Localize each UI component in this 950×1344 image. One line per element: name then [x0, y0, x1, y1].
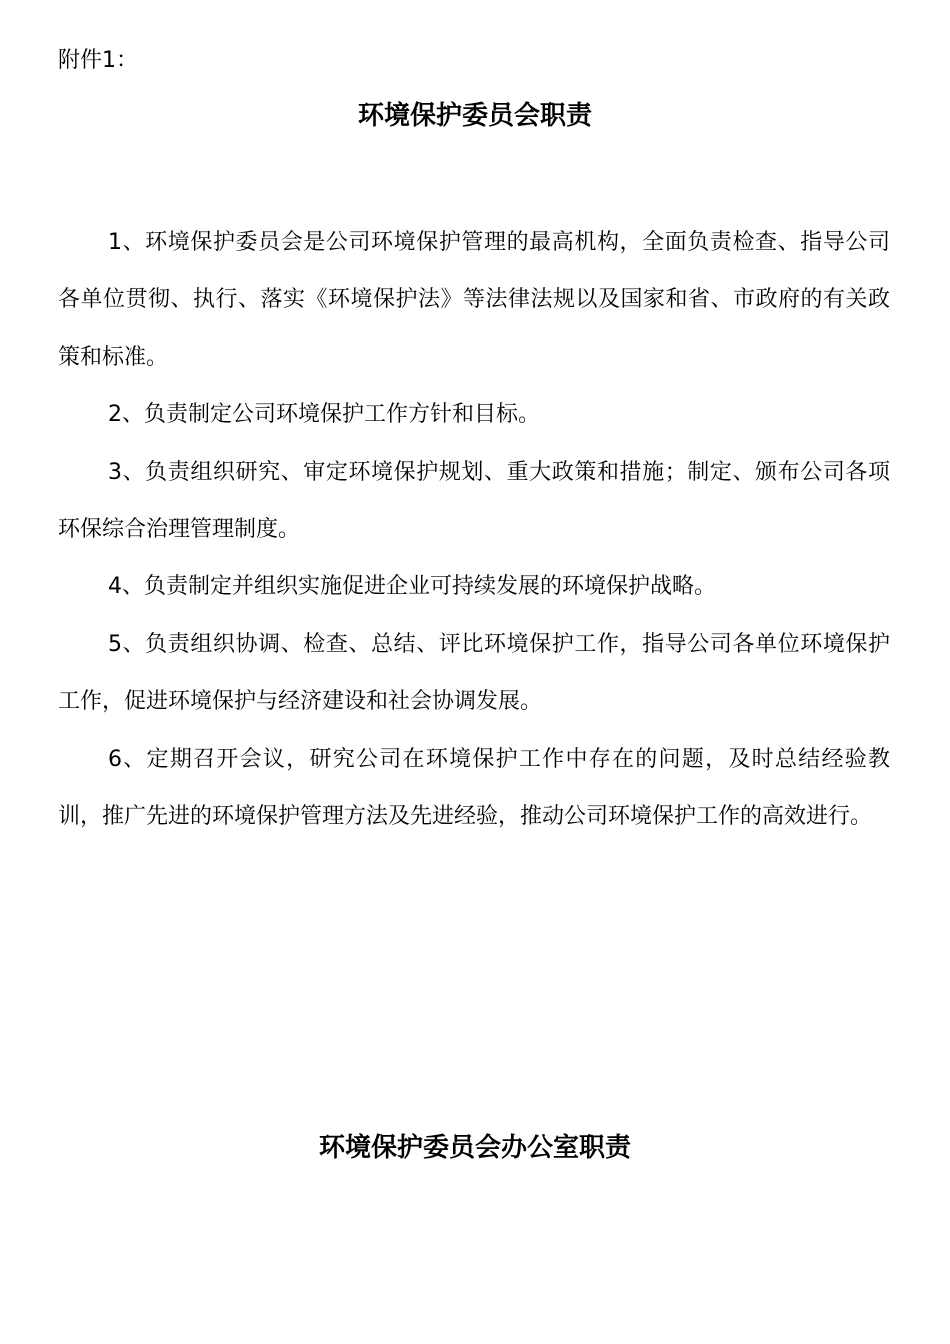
clause-item: 3、负责组织研究、审定环境保护规划、重大政策和措施；制定、颁布公司各项环保综合治理管理制度。	[58, 459, 890, 543]
section-title: 环境保护委员会职责	[357, 101, 592, 131]
clause-item: 5、负责组织协调、检查、总结、评比环境保护工作，指导公司各单位环境保护工作，促进环境保护与经济建设和社会协调发展。	[58, 631, 890, 715]
attachment-label: 附件1：	[58, 48, 138, 73]
clause-item: 1、环境保护委员会是公司环境保护管理的最高机构，全面负责检查、指导公司各单位贯彻、执行、落实《环境保护法》等法律法规以及国家和省、市政府的有关政策和标准。	[58, 230, 890, 370]
clause-item: 2、负责制定公司环境保护工作方针和目标。	[108, 402, 540, 428]
clause-item: 4、负责制定并组织实施促进企业可持续发展的环境保护战略。	[108, 574, 716, 600]
section-title: 环境保护委员会办公室职责	[318, 1133, 631, 1163]
clause-item: 6、定期召开会议，研究公司在环境保护工作中存在的问题，及时总结经验教训，推广先进的环境保护管理方法及先进经验，推动公司环境保护工作的高效进行。	[58, 746, 890, 830]
clause-list	[58, 214, 890, 845]
